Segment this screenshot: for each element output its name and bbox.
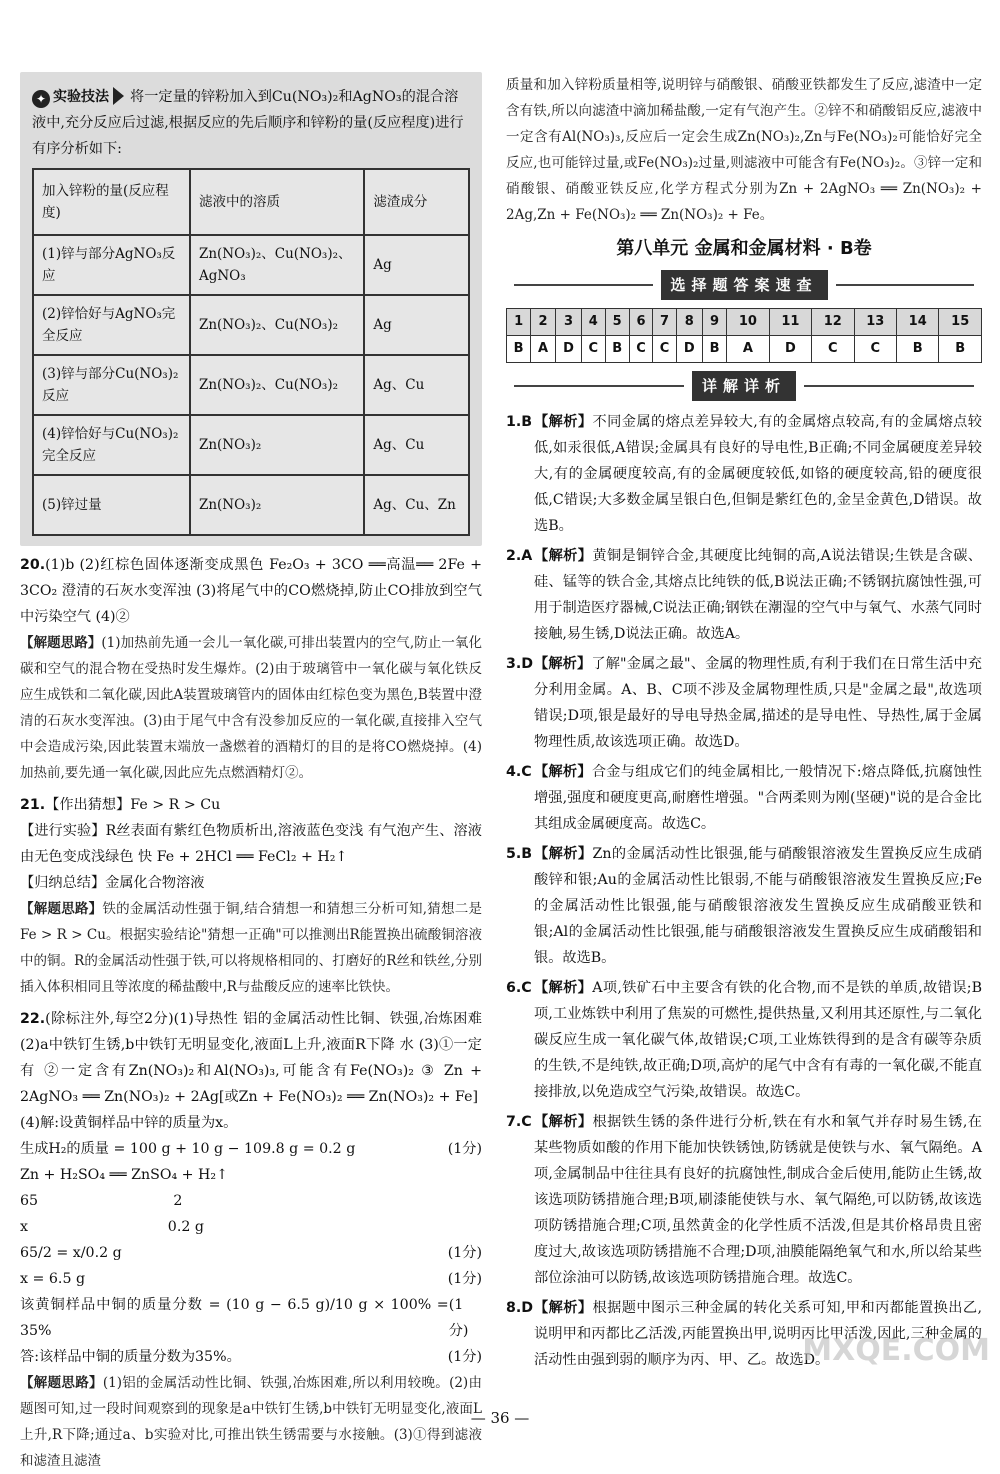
answer-number-cell: 8 [676,309,702,336]
question-number: 21. [20,797,46,813]
explanation-item [506,409,982,539]
table-cell: Zn(NO₃)₂、Cu(NO₃)₂、AgNO₃ [190,235,364,295]
table-row [33,415,469,475]
answer-value-cell: B [702,336,726,363]
answer-line: 【作出猜想】Fe > R > Cu [45,797,221,813]
answer-value-cell: A [531,336,556,363]
calc-text: 65/2 = x/0.2 g [20,1245,122,1261]
explanation-number: 7.C [506,1114,532,1130]
explanation-label: 【解析】 [534,764,592,780]
explanation-text: 了解"金属之最"、金属的物理性质,有利于我们在日常生活中充分利用金属。A、B、C项不涉及金属物理性质,只是"金属之最",故选项错误;D项,银是最好的导电导热金属,描述的是导电性、导热性,属于金属物理性质,故该选项正确。故选D。 [534,656,982,750]
explanation-banner [506,371,982,401]
calc-text: x = 6.5 g [20,1271,86,1287]
answer-number-cell: 3 [555,309,581,336]
explanation-text: 黄铜是铜锌合金,其硬度比纯铜的高,A说法错误;生铁是含碳、硅、锰等的铁合金,其熔点比纯铁的低,B说法正确;不锈钢抗腐蚀性强,可用于制造医疗器械,C说法正确;钢铁在潮湿的空气中与氧气、水蒸气同时接触,易生锈,D说法正确。故选A。 [534,548,982,642]
divider [836,284,975,286]
explanation-number: 5.B [506,846,533,862]
answer-value-cell: D [769,336,811,363]
table-cell: Zn(NO₃)₂、Cu(NO₃)₂ [190,355,364,415]
question-20 [20,552,482,786]
explanation-body [534,759,982,837]
answer-number-row [507,309,982,336]
score-mark: (1分) [447,1271,482,1287]
solution-label: 【解题思路】 [20,635,102,651]
table-cell: Ag、Cu、Zn [364,475,469,535]
calc-line [20,1266,482,1292]
table-cell: (1)锌与部分AgNO₃反应 [33,235,190,295]
answer-table [506,308,982,363]
answer-number-cell: 14 [897,309,939,336]
answer-value-cell: C [854,336,896,363]
calc-text: 生成H₂的质量 = 100 g + 10 g − 109.8 g = 0.2 g [20,1141,356,1157]
explanation-body [534,1109,982,1291]
calc-line [20,1292,482,1344]
answer-value-cell: B [939,336,982,363]
score-mark: (1分) [447,1245,482,1261]
divider [514,385,684,387]
answer-number-cell: 15 [939,309,982,336]
explanation-item [506,1109,982,1291]
divider [514,284,653,286]
solution-label: 【解题思路】 [20,1375,103,1391]
explanation-item [506,651,982,755]
solution-text: 铁的金属活动性强于铜,结合猜想一和猜想三分析可知,猜想二是Fe > R > Cu。根据实验结论"猜想一正确"可以推测出R能置换出硫酸铜溶液中的铜。R的金属活动性强于铁,可以将规格相同的、打磨好的R丝和铁丝,分别插入体积相同且等浓度的稀盐酸中,R与盐酸反应的速率比铁快。 [20,901,482,995]
explanation-text: A项,铁矿石中主要含有铁的化合物,而不是铁的单质,故错误;B项,工业炼铁中利用了焦炭的可燃性,提供热量,又利用其还原性,与二氧化碳反应生成一氧化碳气体,故错误;C项,工业炼铁得到的是含有碳等杂质的生铁,不是纯铁,故正确;D项,高炉的尾气中含有有毒的一氧化碳,不能直接排放,以免造成空气污染,故错误。故选C。 [534,980,982,1100]
explanation-label: 【解析】 [534,656,592,672]
calc-line [20,1136,482,1162]
table-cell: (3)锌与部分Cu(NO₃)₂反应 [33,355,190,415]
answer-value-cell: D [555,336,581,363]
explanation-text: 不同金属的熔点差异较大,有的金属熔点较高,有的金属熔点较低,如汞很低,A错误;金属具有良好的导电性,B正确;不同金属硬度差异较大,有的金属硬度较高,有的金属硬度较低,如铬的硬度较高,铅的硬度很低,C错误;大多数金属呈银白色,但铜是紫红色的,金呈金黄色,D错误。故选B。 [534,414,982,534]
table-header-row [33,169,469,235]
calc-text: x 0.2 g [20,1219,204,1235]
calc-text: Zn + H₂SO₄ ══ ZnSO₄ + H₂↑ [20,1167,228,1183]
explanation-label: 【解析】 [534,414,593,430]
answer-number-cell: 9 [702,309,726,336]
table-header: 加入锌粉的量(反应程度) [33,169,190,235]
explanation-item [506,543,982,647]
question-number: 20. [20,557,46,573]
score-mark: (1分) [447,1349,482,1365]
right-column [506,72,982,1373]
answer-number-cell: 5 [605,309,629,336]
score-mark: (1分) [447,1141,482,1157]
tip-intro: 将一定量的锌粉加入到Cu(NO₃)₂和AgNO₃的混合溶液中,充分反应后过滤,根据反应的先后顺序和锌粉的量(反应程度)进行有序分析如下: [32,89,464,157]
divider [804,385,974,387]
explanation-number: 8.D [506,1300,534,1316]
table-header: 滤渣成分 [364,169,469,235]
left-column [20,72,482,1474]
answer-number-cell: 4 [582,309,605,336]
explanation-body [534,975,982,1105]
question-number: 22. [20,1011,46,1027]
table-cell: (5)锌过量 [33,475,190,535]
answer-line: 【进行实验】R丝表面有紫红色物质析出,溶液蓝色变浅 有气泡产生、溶液由无色变成浅绿色 快 Fe + 2HCl ══ FeCl₂ + H₂↑ [20,823,482,865]
table-cell: Zn(NO₃)₂ [190,415,364,475]
answer-number-cell: 6 [629,309,652,336]
answer-value-cell: A [727,336,769,363]
answer-value-cell: C [582,336,605,363]
answer-value-row [507,336,982,363]
explanation-text: 根据铁生锈的条件进行分析,铁在有水和氧气并存时易生锈,在某些物质如酸的作用下能加快铁锈蚀,防锈就是使铁与水、氧气隔绝。A项,金属制品中往往具有良好的抗腐蚀性,制成合金后使用,能防止生锈,故该选项防锈措施合理;B项,刷漆能使铁与水、氧气隔绝,可以防锈,故该选项防锈措施合理;C项,虽然黄金的化学性质不活泼,但是其价格昂贵且密度过大,故该选项防锈措施不合理;D项,油膜能隔绝氧气和水,所以给某些部位涂油可以防锈,故该选项防锈措施合理。故选C。 [534,1114,982,1286]
answer-value-cell: B [605,336,629,363]
answer-value-cell: B [507,336,531,363]
table-cell: Zn(NO₃)₂、Cu(NO₃)₂ [190,295,364,355]
answer-number-cell: 1 [507,309,531,336]
explanation-item [506,841,982,971]
explanation-label: 【解析】 [534,1300,593,1316]
explanation-list [506,409,982,1373]
answer-number-cell: 10 [727,309,769,336]
answer-value-cell: C [629,336,652,363]
calc-line [20,1188,482,1214]
explanation-body [534,841,982,971]
explanation-item [506,975,982,1105]
table-row [33,475,469,535]
calc-intro: (4)解:设黄铜样品中锌的质量为x。 [20,1115,238,1131]
answer-number-cell: 2 [531,309,556,336]
table-row [33,355,469,415]
table-cell: Zn(NO₃)₂ [190,475,364,535]
solution-text: (1)加热前先通一会儿一氧化碳,可排出装置内的空气,防止一氧化碳和空气的混合物在受热时发生爆炸。(2)由于玻璃管中一氧化碳与氧化铁反应生成铁和二氧化碳,因此A装置玻璃管内的固体由红棕色变为黑色,B装置中澄清的石灰水变浑浊。(3)由于尾气中含有没参加反应的一氧化碳,直接排入空气中会造成污染,因此装置末端放一盏燃着的酒精灯的目的是将CO燃烧掉。(4)加热前,要先通一氧化碳,因此应先点燃酒精灯②。 [20,635,482,781]
experiment-tip-box [20,72,482,546]
table-cell: Ag [364,235,469,295]
unit-title: 第八单元 金属和金属材料 · B卷 [616,238,872,259]
score-mark: (1分) [448,1297,469,1339]
answer-value-cell: C [653,336,676,363]
explanation-body [534,543,982,647]
table-header: 滤液中的溶质 [190,169,364,235]
answer-value-cell: D [676,336,702,363]
answer-number-cell: 11 [769,309,811,336]
explanation-number: 1.B [506,414,533,430]
table-row [33,235,469,295]
question-answer: (1)b (2)红棕色固体逐渐变成黑色 Fe₂O₃ + 3CO ══高温══ 2Fe + 3CO₂ 澄清的石灰水变浑浊 (3)将尾气中的CO燃烧掉,防止CO排放到空气中污染空气 (4)② [20,557,482,625]
arrow-icon [113,87,124,105]
explanation-text: Zn的金属活动性比银强,能与硝酸银溶液发生置换反应生成硝酸锌和银;Au的金属活动性比银弱,不能与硝酸银溶液发生置换反应;Fe的金属活动性比银强,能与硝酸银溶液发生置换反应生成硝酸亚铁和银;Al的金属活动性比银强,能与硝酸银溶液发生置换反应生成硝酸铝和银。故选B。 [534,846,982,966]
question-answer: (除标注外,每空2分)(1)导热性 铝的金属活动性比铜、铁强,冶炼困难 (2)a中铁钉生锈,b中铁钉无明显变化,液面L上升,液面R下降 水 (3)①一定有 ②一定含有Zn(NO₃)₂和Al(NO₃)₃,可能含有Fe(NO₃)₂ ③ Zn + 2AgNO₃ ══ Zn(NO₃)₂ + 2Ag[或Zn + Fe(NO₃)₂ ══ Zn(NO₃)₂ + Fe] [20,1011,482,1105]
calc-line [20,1344,482,1370]
explanation-label: 【解析】 [534,846,593,862]
calc-line [20,1214,482,1240]
answer-line: 【归纳总结】金属化合物溶液 [20,875,205,891]
answer-banner [506,270,982,300]
explanation-label: 【解析】 [534,548,593,564]
explanation-number: 3.D [506,656,534,672]
question-21 [20,792,482,1000]
solution-label: 【解题思路】 [20,901,103,917]
answer-number-cell: 7 [653,309,676,336]
table-cell: (2)锌恰好与AgNO₃完全反应 [33,295,190,355]
lightbulb-icon: ✦ [32,90,50,108]
solution-text: (1)铝的金属活动性比铜、铁强,冶炼困难,所以利用较晚。(2)由题图可知,过一段时间观察到的现象是a中铁钉生锈,b中铁钉无明显变化,液面L上升,R下降;通过a、b实验对比,可推出铁生锈需要与水接触。(3)①得到滤液和滤渣且滤渣 [20,1375,483,1469]
calc-text: 该黄铜样品中铜的质量分数 = (10 g − 6.5 g)/10 g × 100% = 35% [20,1297,449,1339]
explanation-label: 【解析】 [534,1114,593,1130]
page-number: — 36 — [470,1409,530,1427]
table-cell: (4)锌恰好与Cu(NO₃)₂完全反应 [33,415,190,475]
tip-title-text: 实验技法 [53,89,109,105]
answer-value-cell: B [897,336,939,363]
table-row [33,295,469,355]
table-cell: Ag [364,295,469,355]
explanation-label: 【解析】 [534,980,593,996]
answer-number-cell: 13 [854,309,896,336]
table-cell: Ag、Cu [364,415,469,475]
explanation-item [506,759,982,837]
question-22 [20,1006,482,1474]
solution-continued: 质量和加入锌粉质量相等,说明锌与硝酸银、硝酸亚铁都发生了反应,滤渣中一定含有铁,所以向滤渣中滴加稀盐酸,一定有气泡产生。②锌不和硝酸铝反应,滤液中一定含有Al(NO₃)₃,反应后一定会生成Zn(NO₃)₂,Zn与Fe(NO₃)₂可能恰好完全反应,也可能锌过量,或Fe(NO₃)₂过量,则滤液中可能含有Fe(NO₃)₂。③锌一定和硝酸银、硝酸亚铁反应,化学方程式分别为Zn + 2AgNO₃ ══ Zn(NO₃)₂ + 2Ag,Zn + Fe(NO₃)₂ ══ Zn(NO₃)₂ + Fe。 [506,77,982,223]
explanation-number: 4.C [506,764,532,780]
explanation-number: 6.C [506,980,532,996]
calc-line [20,1240,482,1266]
calc-text: 答:该样品中铜的质量分数为35%。 [20,1349,241,1365]
tip-table [32,168,470,536]
banner-label: 选择题答案速查 [661,270,828,300]
explanation-number: 2.A [506,548,533,564]
explanation-text: 根据题中图示三种金属的转化关系可知,甲和丙都能置换出乙,说明甲和丙都比乙活泼,丙能置换出甲,说明丙比甲活泼,因此,三种金属的活动性由强到弱的顺序为丙、甲、乙。故选D。 [534,1300,982,1368]
calc-text: 65 2 [20,1193,183,1209]
explanation-body [534,409,982,539]
calc-line [20,1162,482,1188]
answer-value-cell: C [812,336,854,363]
banner-label: 详解详析 [692,371,796,401]
explanation-text: 合金与组成它们的纯金属相比,一般情况下:熔点降低,抗腐蚀性增强,强度和硬度更高,耐磨性增强。"合两柔则为刚(坚硬)"说的是合金比其组成金属硬度高。故选C。 [534,764,982,832]
tip-title [32,89,109,105]
table-cell: Ag、Cu [364,355,469,415]
watermark: MXQE.COM [802,1333,990,1368]
answer-number-cell: 12 [812,309,854,336]
explanation-body [534,651,982,755]
